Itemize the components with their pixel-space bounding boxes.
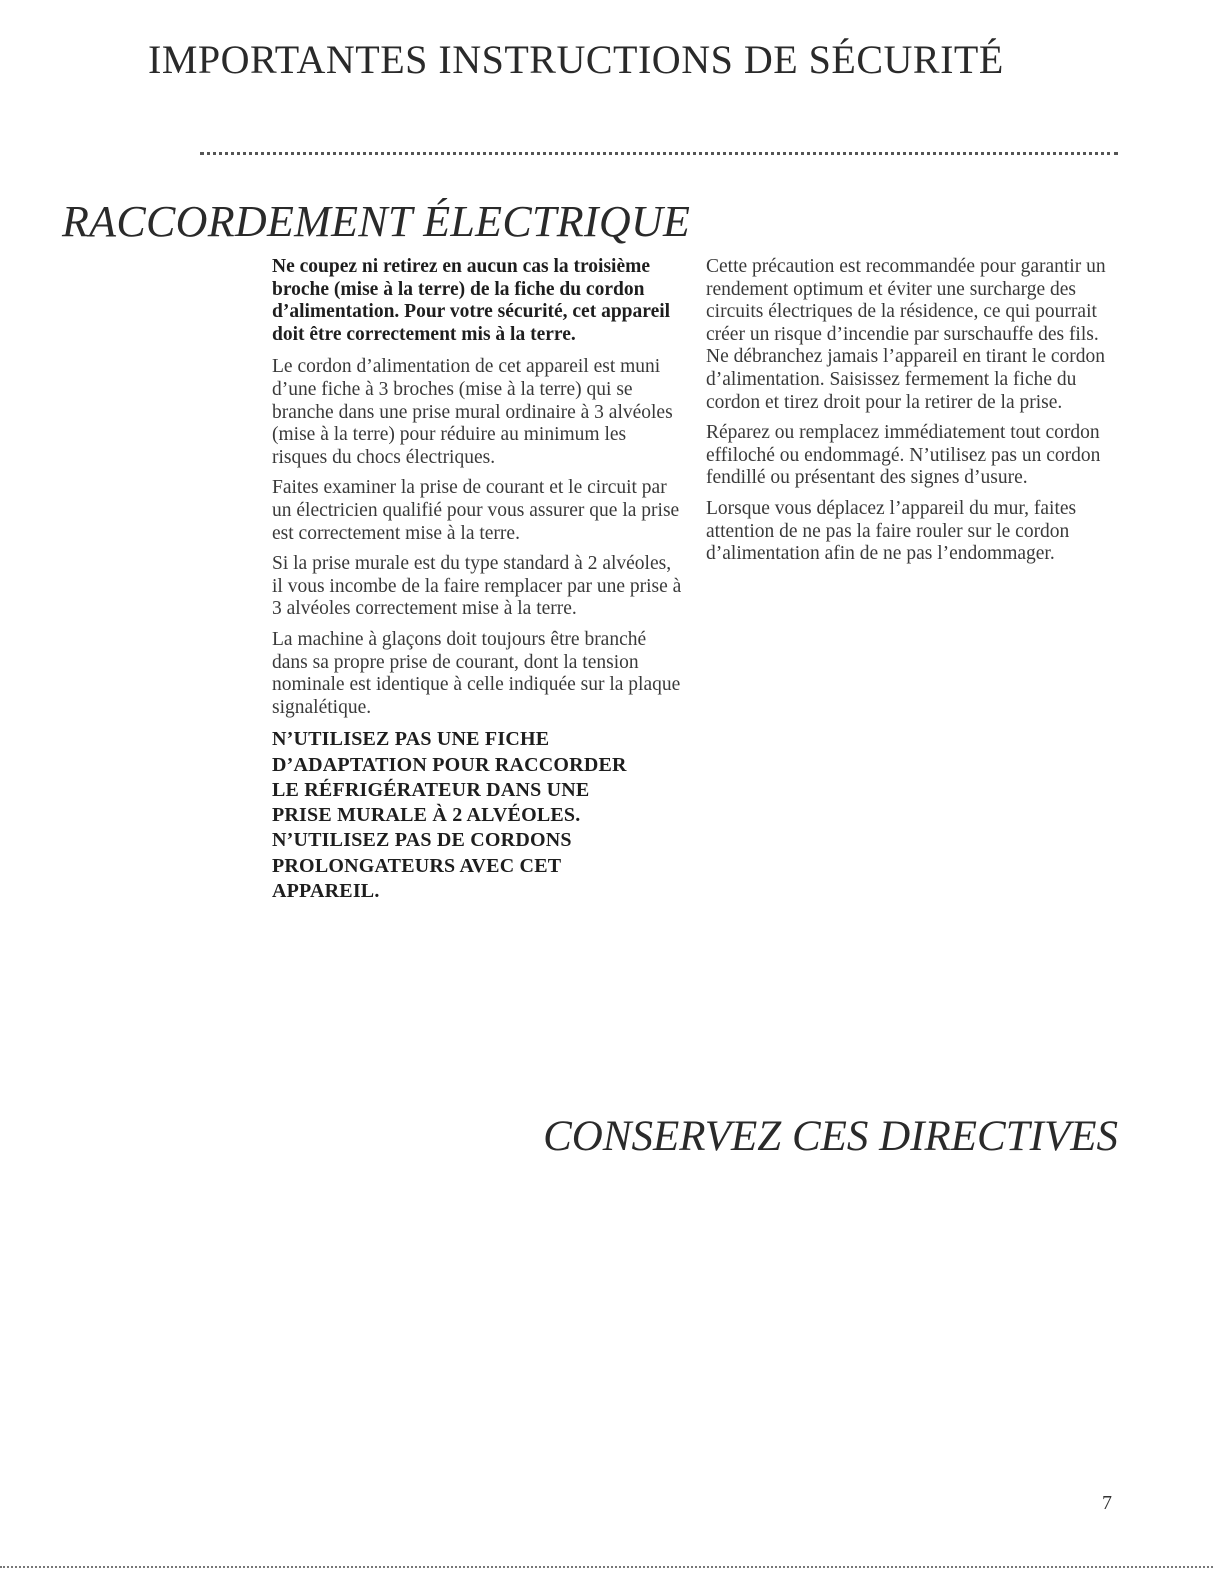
caps-warning-line: PRISE MURALE À 2 ALVÉOLES.	[272, 804, 581, 827]
page-number: 7	[1102, 1492, 1112, 1514]
left-column	[272, 256, 682, 904]
closing-title: CONSERVEZ CES DIRECTIVES	[543, 1113, 1118, 1160]
caps-warning-line: APPAREIL.	[272, 880, 380, 903]
paragraph-precaution: Cette précaution est recommandée pour garantir un rendement optimum et éviter une surcharge des circuits électriques de la résidence, ce qui pourrait créer un risque d’incendie par surschauffe des fils. Ne débranchez jamais l’appareil en tirant le cordon d’alimentation. Saisissez fermement la fiche du cordon et tirez droit pour la retirer de la prise.	[706, 256, 1106, 413]
paragraph-moving-appliance: Lorsque vous déplacez l’appareil du mur, faites attention de ne pas la faire rouler sur le cordon d’alimentation afin de ne pas l’endommager.	[706, 497, 1077, 565]
page-title: IMPORTANTES INSTRUCTIONS DE SÉCURITÉ	[148, 37, 1004, 82]
paragraph-damaged-cord: Réparez ou remplacez immédiatement tout cordon effiloché ou endommagé. N’utilisez pas un cordon fendillé ou présentant des signes d’usure.	[706, 422, 1101, 489]
paragraph-outlet-inspection: Faites examiner la prise de courant et le circuit par un électricien qualifié pour vous assurer que la prise est correctement mise à la terre.	[272, 477, 680, 544]
header-divider	[200, 152, 1118, 155]
paragraph-dedicated-outlet: La machine à glaçons doit toujours être branché dans sa propre prise de courant, dont la tension nominale est identique à celle indiquée sur la plaque signalétique.	[272, 628, 681, 718]
paragraph-outlet-replacement: Si la prise murale est du type standard à 2 alvéoles, il vous incombe de la faire remplacer par une prise à 3 alvéoles correctement mise à la terre.	[272, 553, 682, 620]
right-column	[706, 256, 1116, 574]
caps-warning-line: LE RÉFRIGÉRATEUR DANS UNE	[272, 778, 590, 801]
adapter-extension-warning	[272, 727, 682, 904]
caps-warning-line: N’UTILISEZ PAS DE CORDONS	[272, 829, 572, 852]
caps-warning-line: D’ADAPTATION POUR RACCORDER	[272, 753, 627, 776]
caps-warning-line: N’UTILISEZ PAS UNE FICHE	[272, 728, 550, 751]
paragraph-plug-description: Le cordon d’alimentation de cet appareil est muni d’une fiche à 3 broches (mise à la terre) qui se branche dans une prise mural ordinaire à 3 alvéoles (mise à la terre) pour réduire au minimum les risques du chocs électriques.	[272, 356, 673, 468]
caps-warning-line: PROLONGATEURS AVEC CET	[272, 854, 562, 877]
footer-divider	[0, 1566, 1213, 1568]
section-title: RACCORDEMENT ÉLECTRIQUE	[62, 197, 691, 246]
grounding-warning: Ne coupez ni retirez en aucun cas la troisième broche (mise à la terre) de la fiche du cordon d’alimentation. Pour votre sécurité, cet appareil doit être correctement mis à la terre.	[272, 256, 671, 345]
